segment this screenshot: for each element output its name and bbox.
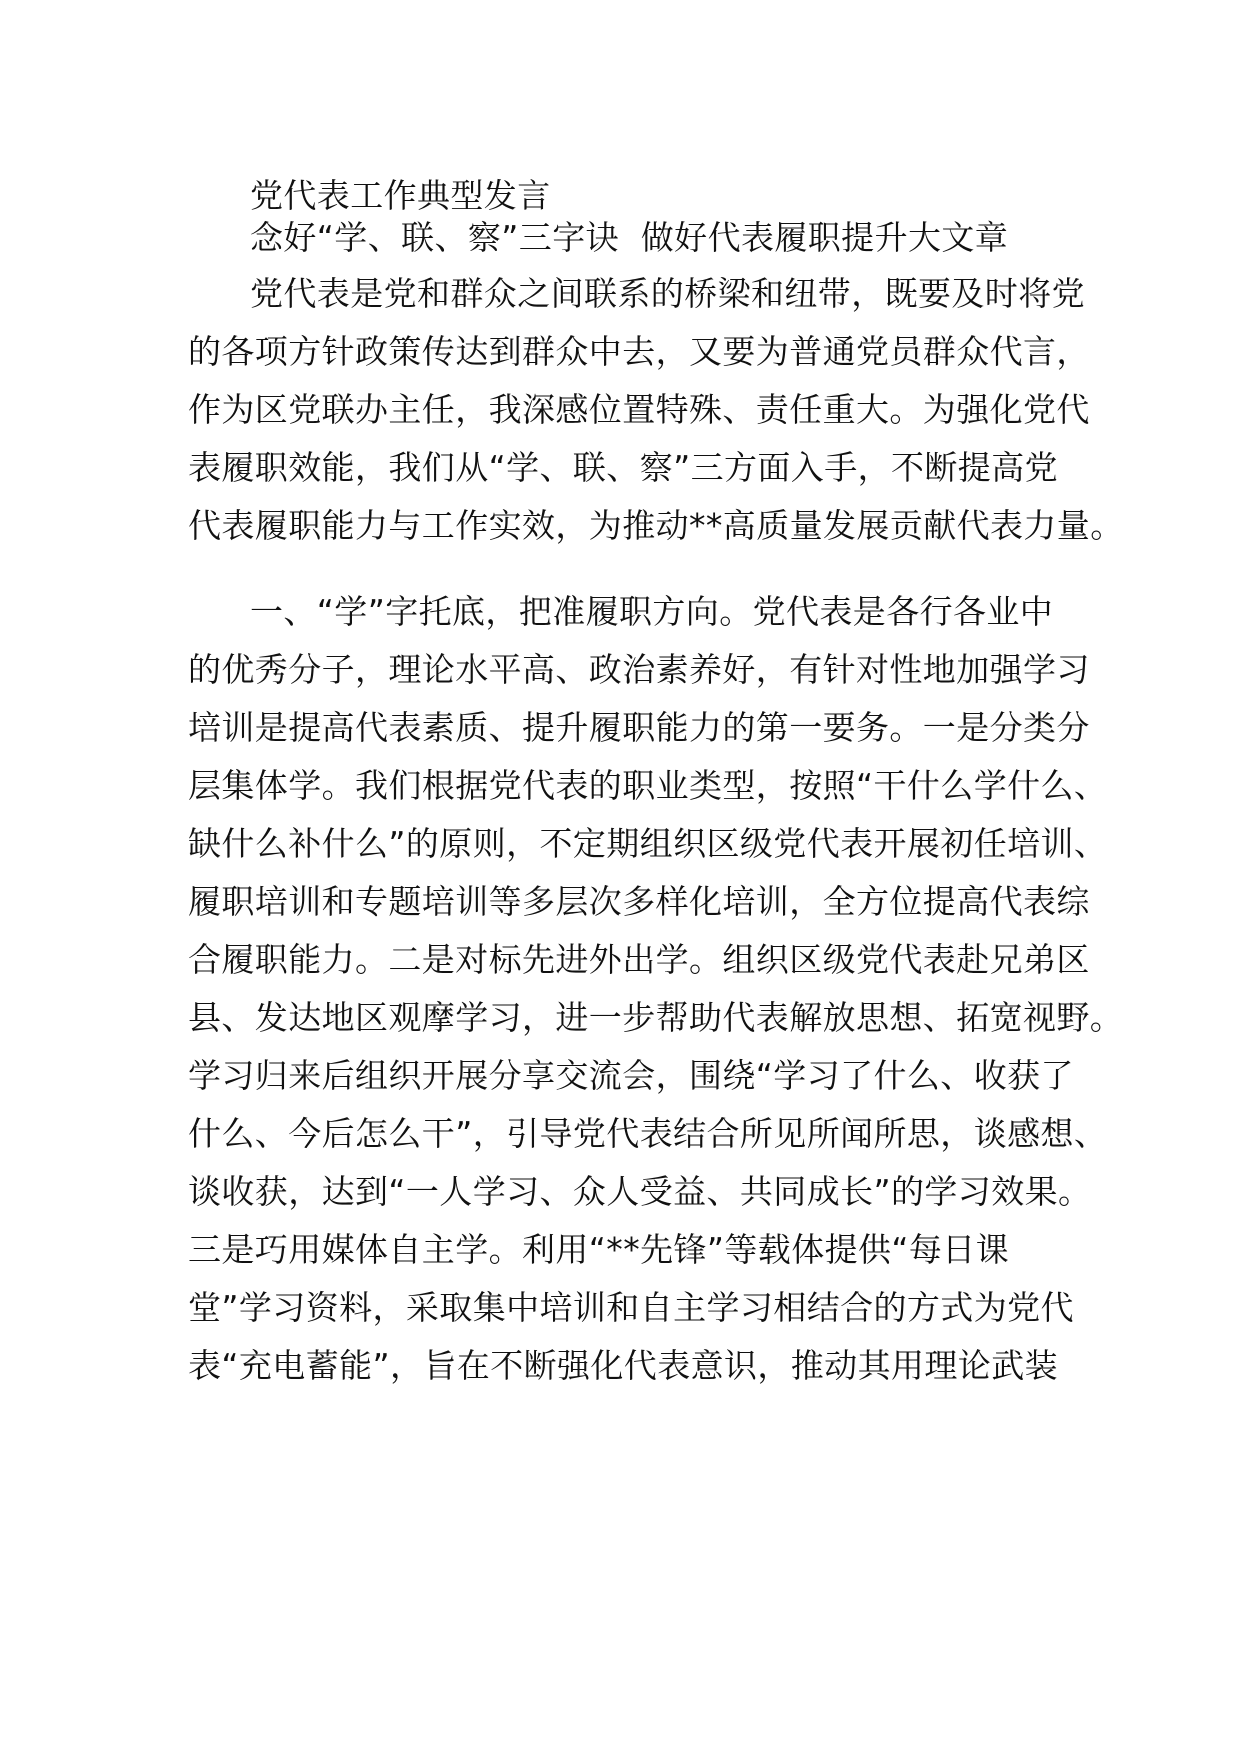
paragraph-line: 党代表是党和群众之间联系的桥梁和纽带，既要及时将党 [250, 274, 1085, 313]
paragraph-line: 缺什么补什么”的原则，不定期组织区级党代表开展初任培训、 [188, 824, 1108, 863]
paragraph-line: 培训是提高代表素质、提升履职能力的第一要务。一是分类分 [188, 708, 1090, 747]
document-subtitle: 念好“学、联、察”三字诀 做好代表履职提升大文章 [250, 218, 1009, 257]
paragraph-line: 谈收获，达到“一人学习、众人受益、共同成长”的学习效果。 [188, 1172, 1092, 1211]
paragraph-line: 代表履职能力与工作实效，为推动**高质量发展贡献代表力量。 [188, 506, 1124, 545]
paragraph-line: 履职培训和专题培训等多层次多样化培训，全方位提高代表综 [188, 882, 1090, 921]
paragraph-line: 表“充电蓄能”，旨在不断强化代表意识，推动其用理论武装 [188, 1346, 1058, 1385]
paragraph-line: 表履职效能，我们从“学、联、察”三方面入手，不断提高党 [188, 448, 1058, 487]
paragraph-line: 学习归来后组织开展分享交流会，围绕“学习了什么、收获了 [188, 1056, 1074, 1095]
paragraph-line: 县、发达地区观摩学习，进一步帮助代表解放思想、拓宽视野。 [188, 998, 1124, 1037]
paragraph-line: 堂”学习资料，采取集中培训和自主学习相结合的方式为党代 [188, 1288, 1074, 1327]
paragraph-line: 层集体学。我们根据党代表的职业类型，按照“干什么学什么、 [188, 766, 1108, 805]
paragraph-line: 作为区党联办主任，我深感位置特殊、责任重大。为强化党代 [188, 390, 1090, 429]
paragraph-line: 合履职能力。二是对标先进外出学。组织区级党代表赴兄弟区 [188, 940, 1090, 979]
paragraph-line: 三是巧用媒体自主学。利用“**先锋”等载体提供“每日课 [188, 1230, 1010, 1269]
paragraph-line: 什么、今后怎么干”，引导党代表结合所见所闻所思，谈感想、 [188, 1114, 1108, 1153]
paragraph-line: 的优秀分子，理论水平高、政治素养好，有针对性地加强学习 [188, 650, 1090, 689]
document-title: 党代表工作典型发言 [250, 176, 551, 215]
paragraph-line: 一、“学”字托底，把准履职方向。党代表是各行各业中 [250, 592, 1054, 631]
paragraph-line: 的各项方针政策传达到群众中去，又要为普通党员群众代言， [188, 332, 1090, 371]
